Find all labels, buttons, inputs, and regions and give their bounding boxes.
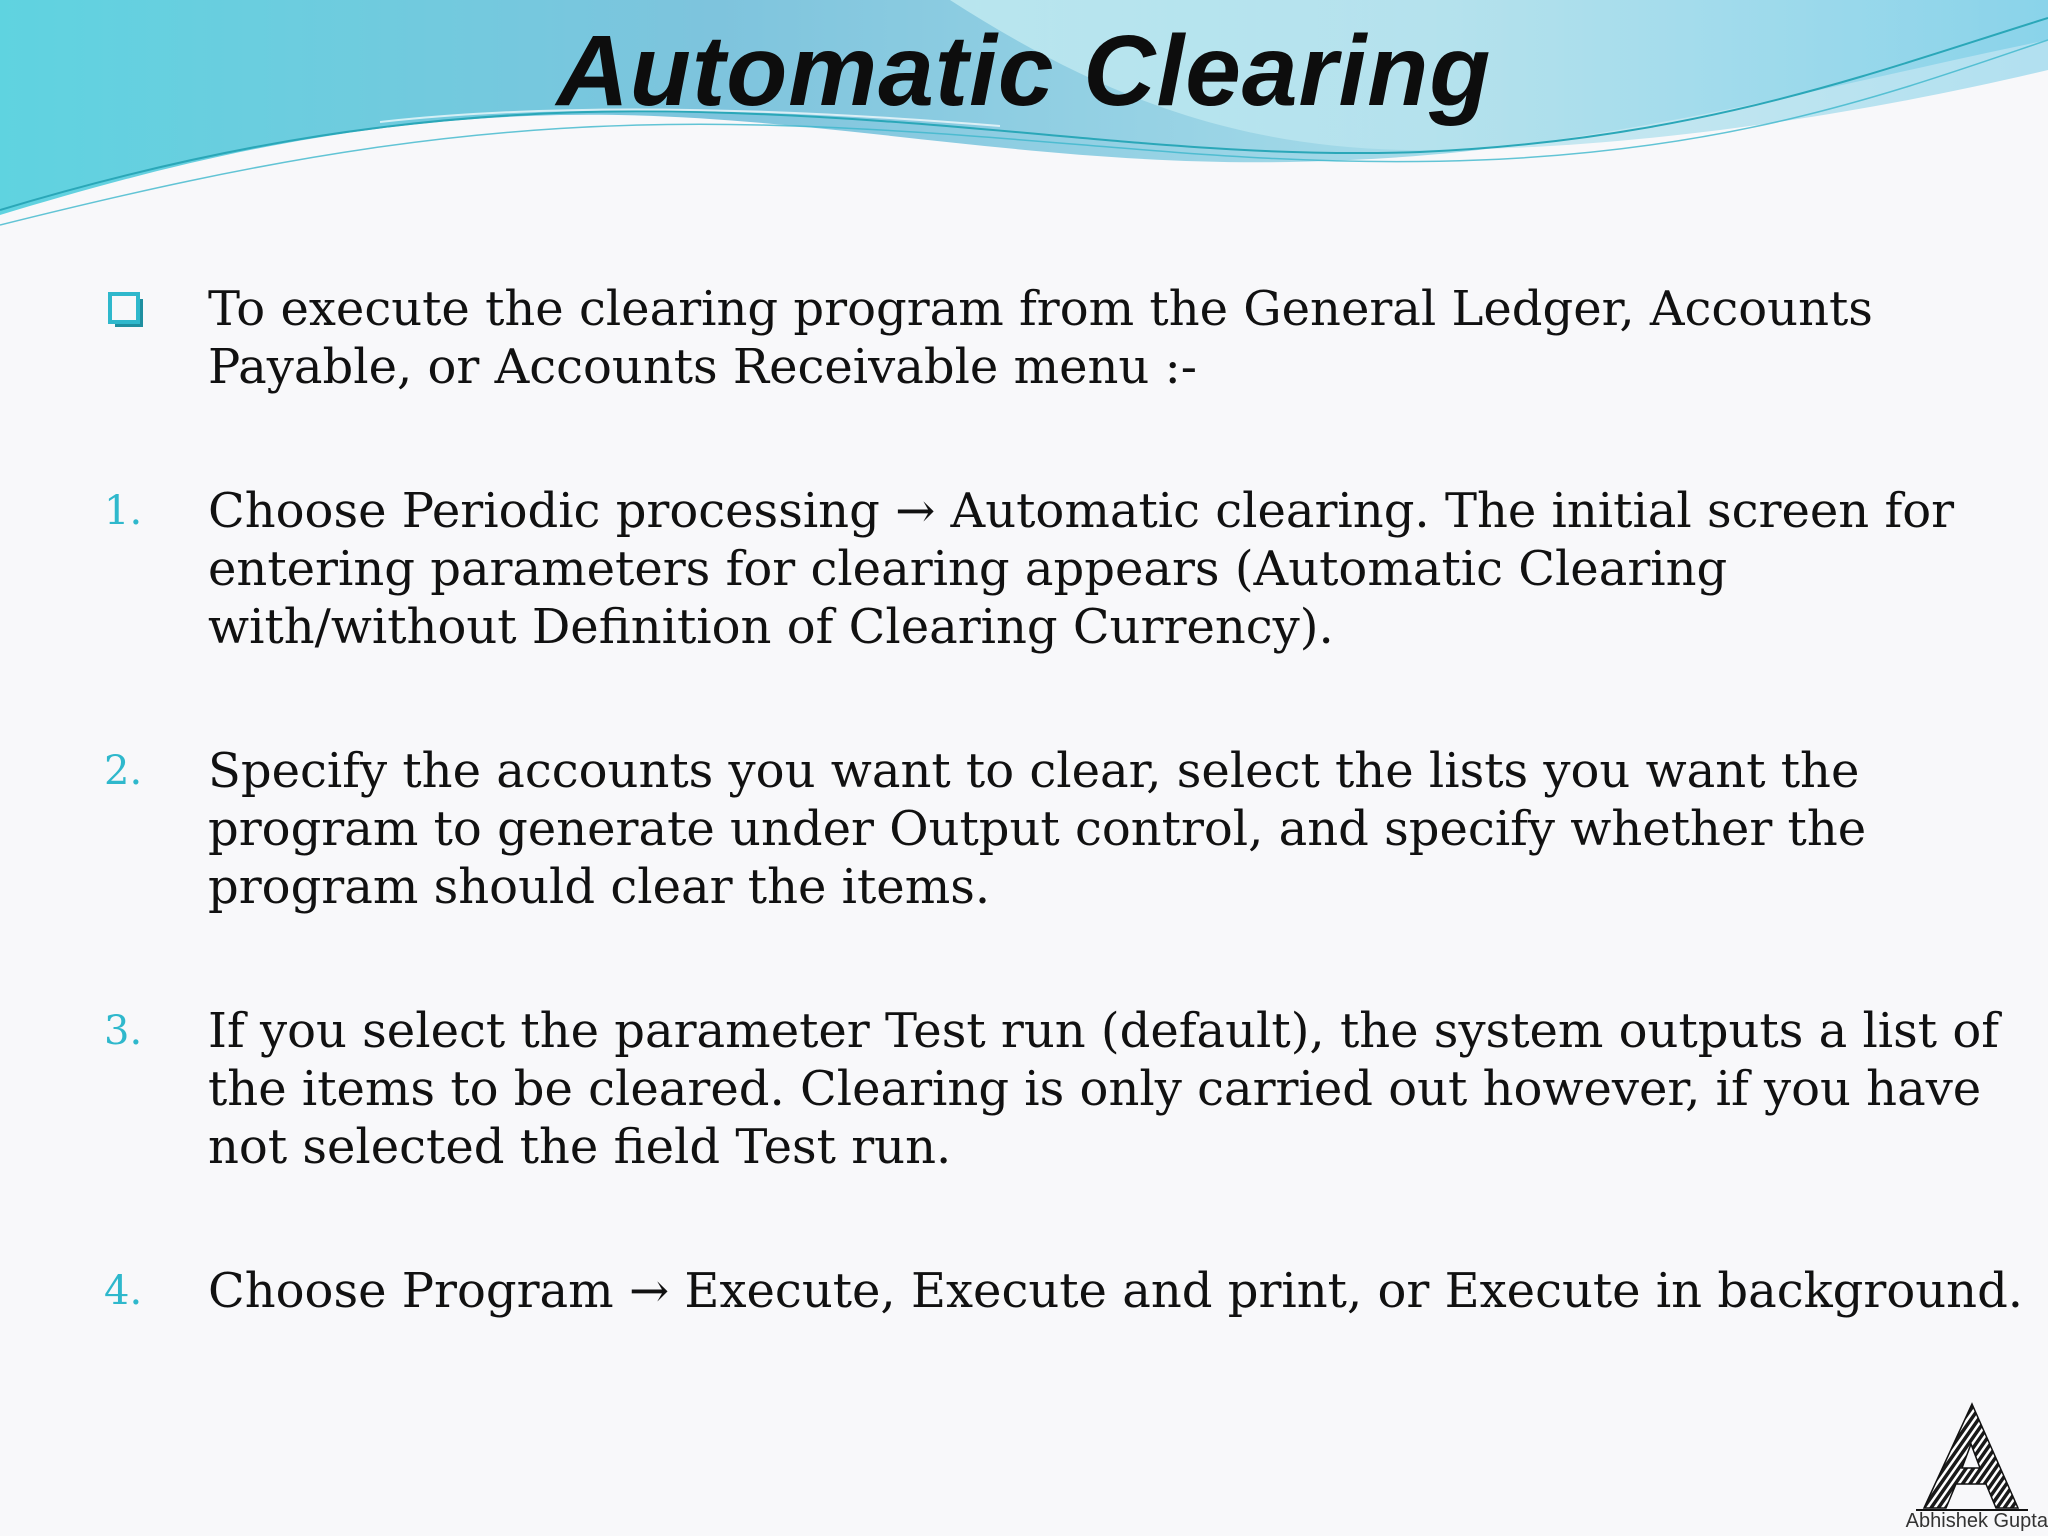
step-number: 3.	[104, 1008, 143, 1054]
step-4-line-1: Choose Program → Execute, Execute and print, or Execute in background.	[208, 1263, 2024, 1319]
slide-title: Automatic Clearing	[556, 15, 1492, 127]
checkbox-bullet-icon	[108, 292, 146, 334]
step-3-line-3: not selected the field Test run.	[208, 1119, 952, 1175]
logo-caption: Abhishek Gupta	[1905, 1510, 2048, 1532]
step-number: 2.	[104, 748, 143, 794]
step-number: 4.	[104, 1268, 143, 1314]
step-3-line-1: If you select the parameter Test run (default), the system outputs a list of	[208, 1003, 1999, 1059]
step-1-line-1: Choose Periodic processing → Automatic clearing. The initial screen for	[208, 483, 1955, 539]
intro-line-1: To execute the clearing program from the General Ledger, Accounts	[208, 281, 1873, 337]
step-1-line-3: with/without Definition of Clearing Currency).	[208, 599, 1334, 655]
intro-line-2: Payable, or Accounts Receivable menu :-	[208, 339, 1197, 395]
step-1-line-2: entering parameters for clearing appears (Automatic Clearing	[208, 541, 1728, 597]
step-3-line-2: the items to be cleared. Clearing is only carried out however, if you have	[208, 1061, 1982, 1117]
step-2-line-3: program should clear the items.	[208, 859, 991, 915]
step-number: 1.	[104, 488, 143, 534]
step-2-line-2: program to generate under Output control, and specify whether the	[208, 801, 1867, 857]
step-2-line-1: Specify the accounts you want to clear, select the lists you want the	[208, 743, 1860, 799]
